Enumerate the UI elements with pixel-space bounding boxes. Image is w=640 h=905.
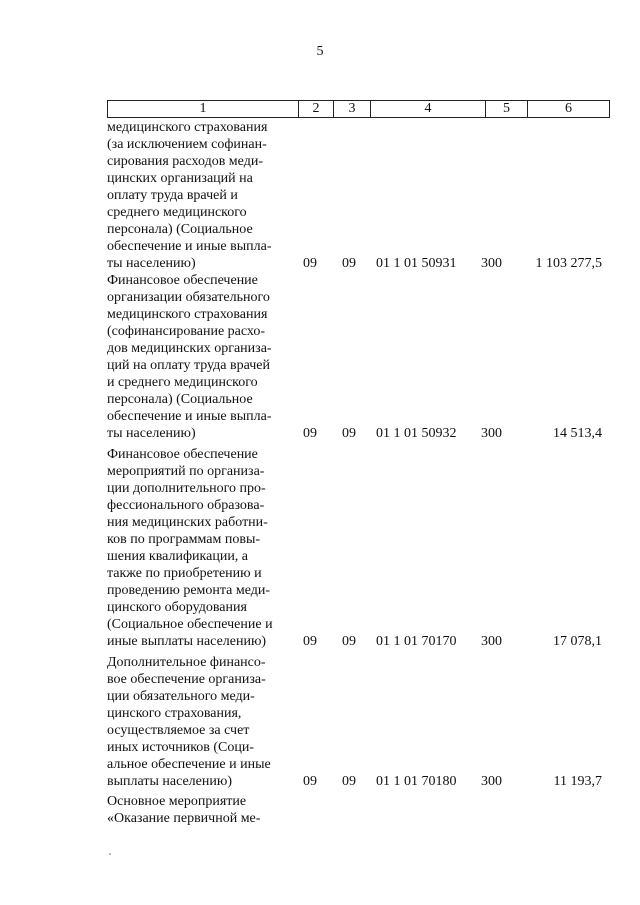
row-target-item-code: 01 1 01 50932 xyxy=(376,426,457,441)
row-description-continued: Основное мероприятие «Оказание первичной ме- xyxy=(107,794,261,826)
row-subsection-code: 09 xyxy=(342,426,356,441)
column-header-4: 4 xyxy=(370,101,485,117)
row-amount: 17 078,1 xyxy=(553,634,602,649)
column-header-6: 6 xyxy=(527,101,609,117)
column-header-5: 5 xyxy=(485,101,527,117)
table-row-continued xyxy=(0,793,640,827)
table-row xyxy=(0,446,640,650)
row-expense-type-code: 300 xyxy=(481,634,502,649)
scan-artifact-dot xyxy=(109,853,111,855)
row-subsection-code: 09 xyxy=(342,774,356,789)
row-section-code: 09 xyxy=(303,426,317,441)
page-number: 5 xyxy=(316,44,324,59)
row-section-code: 09 xyxy=(303,634,317,649)
row-target-item-code: 01 1 01 70170 xyxy=(376,634,457,649)
row-amount: 1 103 277,5 xyxy=(535,256,602,271)
row-expense-type-code: 300 xyxy=(481,256,502,271)
column-header-1: 1 xyxy=(199,101,207,116)
row-subsection-code: 09 xyxy=(342,256,356,271)
row-amount: 11 193,7 xyxy=(553,774,602,789)
row-description: Финансовое обеспечение организации обязательного медицинского страхования (софинансирование расхо- дов медицинских организа- ций на оплату труда врачей и среднего медицинского персонала) (Социальное обеспечение и иные выпла- ты населению) xyxy=(107,273,272,441)
row-target-item-code: 01 1 01 50931 xyxy=(376,256,457,271)
column-header-2: 2 xyxy=(298,101,333,117)
row-expense-type-code: 300 xyxy=(481,426,502,441)
table-header-row xyxy=(107,100,610,118)
row-description: Финансовое обеспечение мероприятий по организа- ции дополнительного про- фессионального образова- ния медицинских работни- ков по программам повы- шения квалификации, а также по приобретению и проведению ремонта меди- цинского оборудования (Социальное обеспечение и иные выплаты населению) xyxy=(107,447,273,649)
column-header-3: 3 xyxy=(333,101,370,117)
row-amount: 14 513,4 xyxy=(553,426,602,441)
row-description: медицинского страхования (за исключением софинан- сирования расходов меди- цинских организаций на оплату труда врачей и среднего медицинского персонала) (Социальное обеспечение и иные выпла- ты населению) xyxy=(107,120,272,271)
row-description: Дополнительное финансо- вое обеспечение организа- ции обязательного меди- цинского страхования, осуществляемое за счет иных источников (Соци- альное обеспечение и иные выплаты населению) xyxy=(107,655,271,789)
row-subsection-code: 09 xyxy=(342,634,356,649)
table-row xyxy=(0,119,640,272)
row-target-item-code: 01 1 01 70180 xyxy=(376,774,457,789)
table-row xyxy=(0,654,640,790)
row-section-code: 09 xyxy=(303,774,317,789)
row-section-code: 09 xyxy=(303,256,317,271)
table-row xyxy=(0,272,640,442)
row-expense-type-code: 300 xyxy=(481,774,502,789)
